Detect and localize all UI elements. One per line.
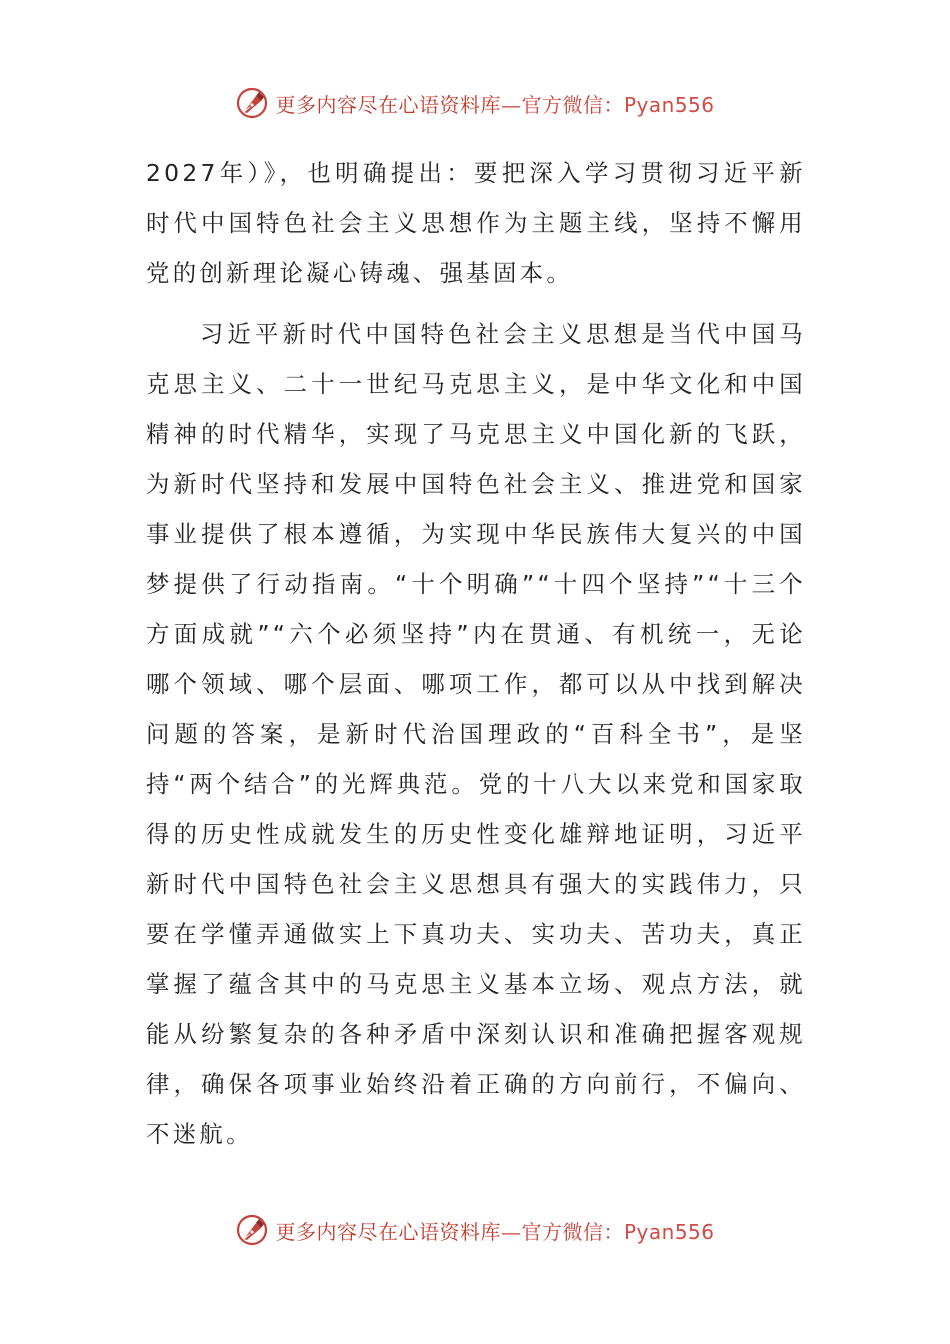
footer-banner-text xyxy=(275,1216,714,1245)
footer-wechat-label: 官方微信： xyxy=(521,1219,624,1244)
document-body xyxy=(146,148,806,1159)
header-wechat-label: 官方微信： xyxy=(521,92,624,117)
header-dash: — xyxy=(500,92,522,117)
header-wechat-id: Pyan556 xyxy=(623,92,715,117)
header-brand: 更多内容尽在心语资料库 xyxy=(275,92,501,117)
footer-dash: — xyxy=(500,1219,522,1244)
header-banner xyxy=(0,83,950,123)
header-banner-text xyxy=(275,89,714,118)
paragraph-1: 2027年）》，也明确提出：要把深入学习贯彻习近平新时代中国特色社会主义思想作为主题主线，坚持不懈用党的创新理论凝心铸魂、强基固本。 xyxy=(146,159,806,287)
footer-brand: 更多内容尽在心语资料库 xyxy=(275,1219,501,1244)
pen-nib-logo-icon xyxy=(235,1213,269,1247)
footer-banner xyxy=(0,1210,950,1250)
paragraph-2: 习近平新时代中国特色社会主义思想是当代中国马克思主义、二十一世纪马克思主义，是中华文化和中国精神的时代精华，实现了马克思主义中国化新的飞跃，为新时代坚持和发展中国特色社会主义、推进党和国家事业提供了根本遵循，为实现中华民族伟大复兴的中国梦提供了行动指南。“十个明确”“十四个坚持”“十三个方面成就”“六个必须坚持”内在贯通、有机统一，无论哪个领域、哪个层面、哪项工作，都可以从中找到解决问题的答案，是新时代治国理政的“百科全书”，是坚持“两个结合”的光辉典范。党的十八大以来党和国家取得的历史性成就发生的历史性变化雄辩地证明，习近平新时代中国特色社会主义思想具有强大的实践伟力，只要在学懂弄通做实上下真功夫、实功夫、苦功夫，真正掌握了蕴含其中的马克思主义基本立场、观点方法，就能从纷繁复杂的各种矛盾中深刻认识和准确把握客观规律，确保各项事业始终沿着正确的方向前行，不偏向、不迷航。 xyxy=(146,320,806,1148)
footer-wechat-id: Pyan556 xyxy=(623,1219,715,1244)
pen-nib-logo-icon xyxy=(235,86,269,120)
